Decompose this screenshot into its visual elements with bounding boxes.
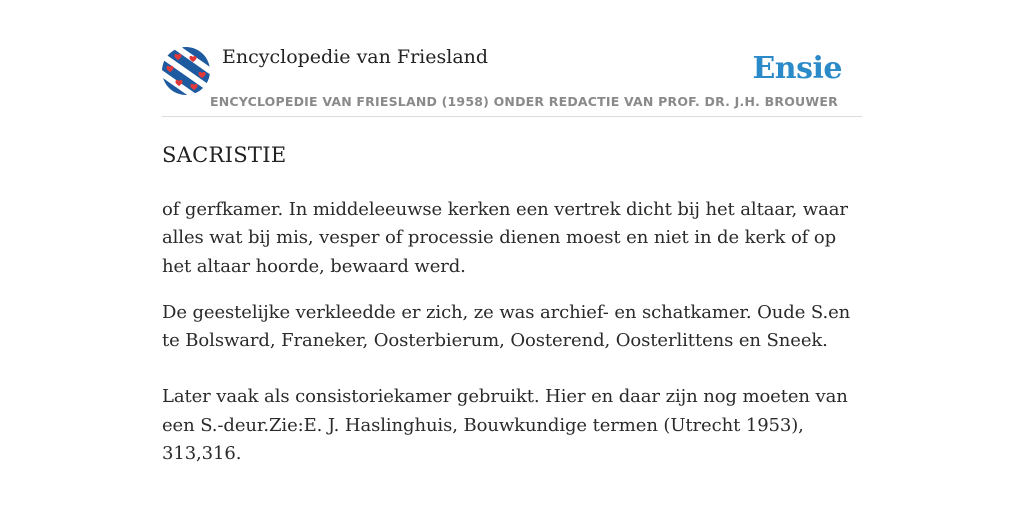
page-title: SACRISTIE (162, 143, 287, 167)
frisian-flag-icon[interactable] (162, 47, 210, 95)
entry-content (162, 140, 862, 468)
page-header (162, 44, 862, 117)
entry-paragraph: of gerfkamer. In middeleeuwse kerken een vertrek dicht bij het altaar, waar alles wat bij mis, vesper of processie dienen moest en niet in de kerk of op het altaar hoorde, bewaard werd. (162, 199, 848, 277)
entry-paragraph: De geestelijke verkleedde er zich, ze was archief- en schatkamer. Oude S.en te Bolsward, Franeker, Oosterbierum, Oosterend, Oosterlittens en Sneek. (162, 301, 851, 352)
site-title[interactable]: Encyclopedie van Friesland (222, 46, 489, 68)
site-subtitle: ENCYCLOPEDIE VAN FRIESLAND (1958) ONDER REDACTIE VAN PROF. DR. J.H. BROUWER (210, 94, 838, 109)
brand-logo[interactable]: Ensie (752, 51, 842, 86)
entry-paragraph: Later vaak als consistoriekamer gebruikt. Hier en daar zijn nog moeten van een S.-deur.Zie:E. J. Haslinghuis, Bouwkundige termen (Utrecht 1953), 313,316. (162, 386, 848, 465)
